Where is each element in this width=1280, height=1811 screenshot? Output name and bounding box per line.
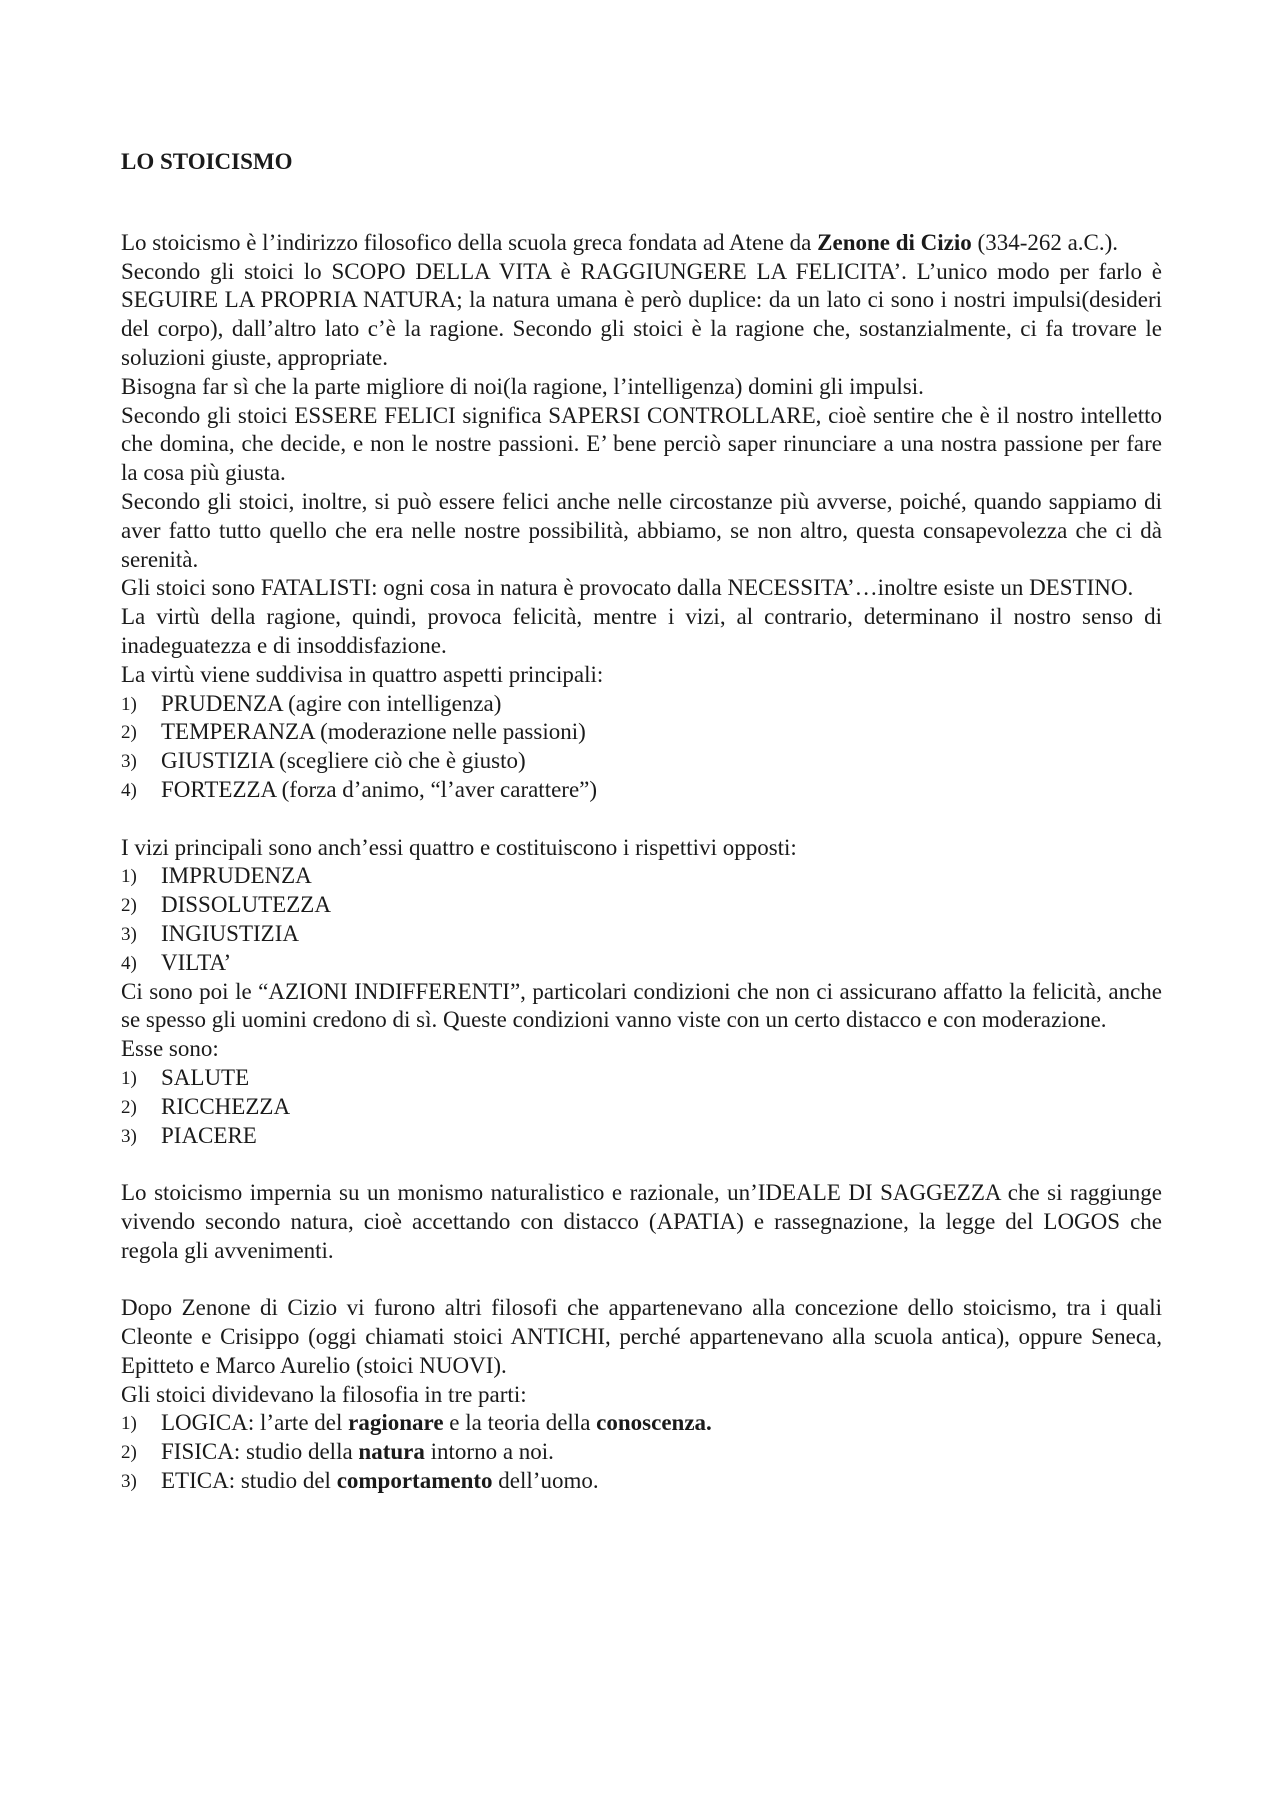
intro-paragraph [121, 229, 1162, 258]
virtues-list [121, 690, 1162, 805]
zenone-name: Zenone di Cizio [817, 229, 972, 255]
paragraph-after-zenone: Dopo Zenone di Cizio vi furono altri filosofi che appartenevano alla concezione dello stoicismo, tra i quali Cleonte e Crisippo (oggi chiamati stoici ANTICHI, perché appartenevano alla scuola antica), oppure Seneca, Epitteto e Marco Aurelio (stoici NUOVI). [121, 1295, 1162, 1378]
paragraph-felici: Secondo gli stoici ESSERE FELICI significa SAPERSI CONTROLLARE, cioè sentire che è il nostro intelletto che domina, che decide, e non le nostre passioni. E’ bene perciò saper rinunciare a una nostra passione per fare la cosa più giusta. [121, 402, 1162, 486]
list-number: 4) [121, 779, 137, 801]
paragraph-indifferent: Ci sono poi le “AZIONI INDIFFERENTI”, particolari condizioni che non ci assicurano affatto la felicità, anche se spesso gli uomini credono di sì. Queste condizioni vanno viste con un certo distacco e con moderazione. [121, 978, 1162, 1033]
list-item [121, 920, 1162, 949]
list-text: FORTEZZA (forza d’animo, “l’aver carattere”) [161, 776, 598, 802]
paragraph-monism: Lo stoicismo impernia su un monismo naturalistico e razionale, un’IDEALE DI SAGGEZZA che si raggiunge vivendo secondo natura, cioè accettando con distacco (APATIA) e rassegnazione, la legge del LOGOS che regola gli avvenimenti. [121, 1180, 1162, 1263]
list-text: IMPRUDENZA [161, 863, 312, 889]
spacer [121, 1265, 1162, 1294]
spacer [121, 805, 1162, 834]
paragraph-virtu: La virtù della ragione, quindi, provoca felicità, mentre i vizi, al contrario, determinano il nostro senso di inadeguatezza e di insoddisfazione. [121, 604, 1162, 658]
list-text: e la teoria della [443, 1410, 597, 1436]
bold-term: conoscenza. [596, 1410, 712, 1436]
list-text: FISICA: studio della [161, 1439, 359, 1465]
list-number: 3) [121, 923, 137, 945]
list-text: VILTA’ [161, 949, 232, 975]
document-title: LO STOICISMO [121, 149, 293, 174]
list-item [121, 1122, 1162, 1151]
list-text: ETICA: studio del [161, 1468, 337, 1494]
list-text: INGIUSTIZIA [161, 920, 299, 946]
list-text: PIACERE [161, 1122, 257, 1148]
bold-term: comportamento [336, 1468, 493, 1494]
list-number: 3) [121, 1471, 137, 1493]
list-number: 2) [121, 895, 137, 917]
list-item [121, 1064, 1162, 1093]
intro-text: Lo stoicismo è l’indirizzo filosofico della scuola greca fondata ad Atene da [121, 229, 818, 255]
list-item [121, 949, 1162, 978]
list-number: 1) [121, 693, 137, 715]
list-item [121, 862, 1162, 891]
list-item [121, 776, 1162, 805]
list-number: 1) [121, 866, 137, 888]
list-number: 4) [121, 952, 137, 974]
esse-sono: Esse sono: [121, 1036, 219, 1062]
list-number: 3) [121, 1125, 137, 1147]
list-number: 1) [121, 1067, 137, 1089]
intro-dates: (334-262 a.C.). [971, 229, 1119, 255]
list-item [121, 1409, 1162, 1438]
list-item [121, 747, 1162, 776]
list-item [121, 690, 1162, 719]
paragraph-scopo: Secondo gli stoici lo SCOPO DELLA VITA è RAGGIUNGERE LA FELICITA’. L’unico modo per farlo è SEGUIRE LA PROPRIA NATURA; la natura umana è però duplice: da un lato ci sono i nostri impulsi(desideri del corpo), dall’altro lato c’è la ragione. Secondo gli stoici è la ragione che, sostanzialmente, ci fa trovare le soluzioni giuste, appropriate. [121, 258, 1162, 370]
list-text: SALUTE [161, 1064, 250, 1090]
list-text: PRUDENZA (agire con intelligenza) [161, 690, 502, 716]
list-text: dell’uomo. [492, 1468, 599, 1494]
list-item [121, 1467, 1162, 1496]
paragraph-avverse: Secondo gli stoici, inoltre, si può essere felici anche nelle circostanze più avverse, poiché, quando sappiamo di aver fatto tutto quello che era nelle nostre possibilità, abbiamo, se non altro, questa consapevolezza che ci dà serenità. [121, 488, 1162, 572]
list-text: LOGICA: l’arte del [161, 1410, 349, 1436]
spacer [121, 1150, 1162, 1179]
list-number: 2) [121, 1442, 137, 1464]
paragraph-ragione: Bisogna far sì che la parte migliore di noi(la ragione, l’intelligenza) domini gli impulsi. [121, 373, 924, 399]
list-item [121, 1093, 1162, 1122]
list-number: 2) [121, 722, 137, 744]
list-item [121, 891, 1162, 920]
conditions-list [121, 1064, 1162, 1150]
list-item [121, 1438, 1162, 1467]
list-text: TEMPERANZA (moderazione nelle passioni) [161, 719, 586, 745]
list-text: intorno a noi. [424, 1439, 554, 1465]
philosophy-parts-list [121, 1409, 1162, 1495]
paragraph-virtu-intro: La virtù viene suddivisa in quattro aspetti principali: [121, 661, 604, 687]
list-number: 2) [121, 1096, 137, 1118]
list-number: 1) [121, 1413, 137, 1435]
list-text: RICCHEZZA [161, 1093, 291, 1119]
division-intro: Gli stoici dividevano la filosofia in tre parti: [121, 1381, 527, 1407]
bold-term: ragionare [348, 1410, 444, 1436]
vices-intro: I vizi principali sono anch’essi quattro e costituiscono i rispettivi opposti: [121, 834, 797, 860]
bold-term: natura [358, 1439, 425, 1465]
list-item [121, 718, 1162, 747]
list-number: 3) [121, 751, 137, 773]
list-text: DISSOLUTEZZA [161, 892, 331, 918]
paragraph-fatalisti: Gli stoici sono FATALISTI: ogni cosa in natura è provocato dalla NECESSITA’…inoltre esiste un DESTINO. [121, 575, 1134, 601]
vices-list [121, 862, 1162, 977]
list-text: GIUSTIZIA (scegliere ciò che è giusto) [161, 748, 526, 774]
